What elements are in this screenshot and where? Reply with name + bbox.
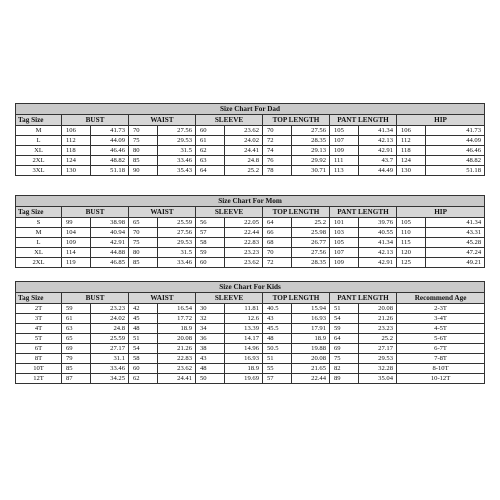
tag-size-cell: 3T: [16, 314, 62, 324]
measurement-cell: 16.93: [292, 314, 330, 324]
measurement-cell: 15.94: [292, 304, 330, 314]
measurement-cell: 25.2: [359, 334, 397, 344]
measurement-cell: 21.26: [359, 314, 397, 324]
measurement-cell: 51: [129, 334, 158, 344]
measurement-cell: 27.56: [292, 126, 330, 136]
measurement-cell: 59: [62, 304, 91, 314]
tag-size-cell: 8T: [16, 354, 62, 364]
tag-size-cell: XL: [16, 146, 62, 156]
recommend-age-cell: 6-7T: [397, 344, 485, 354]
measurement-cell: 25.59: [158, 218, 196, 228]
measurement-cell: 34: [196, 324, 225, 334]
measurement-cell: 107: [330, 136, 359, 146]
measurement-cell: 40.94: [91, 228, 129, 238]
measurement-cell: 43: [196, 354, 225, 364]
measurement-cell: 27.56: [158, 126, 196, 136]
measurement-cell: 60: [196, 258, 225, 268]
measurement-cell: 65: [62, 334, 91, 344]
size-chart-kids: [15, 281, 484, 384]
measurement-cell: 80: [129, 146, 158, 156]
table-header-row: [16, 293, 485, 304]
table-row: [16, 354, 485, 364]
measurement-cell: 50: [196, 374, 225, 384]
measurement-cell: 57: [196, 228, 225, 238]
measurement-cell: 33.46: [158, 156, 196, 166]
measurement-cell: 63: [196, 156, 225, 166]
measurement-cell: 64: [196, 166, 225, 176]
recommend-age-cell: 4-5T: [397, 324, 485, 334]
measurement-cell: 57: [263, 374, 292, 384]
measurement-cell: 75: [129, 136, 158, 146]
measurement-cell: 33.46: [158, 258, 196, 268]
table-title-row: [16, 104, 485, 115]
measurement-cell: 24.8: [225, 156, 263, 166]
measurement-cell: 23.23: [225, 248, 263, 258]
measurement-cell: 79: [62, 354, 91, 364]
measurement-cell: 19.88: [292, 344, 330, 354]
measurement-cell: 46.85: [91, 258, 129, 268]
tag-size-cell: 4T: [16, 324, 62, 334]
measurement-cell: 59: [196, 248, 225, 258]
column-header: TOP LENGTH: [263, 115, 330, 126]
tag-size-cell: L: [16, 238, 62, 248]
tag-size-cell: L: [16, 136, 62, 146]
measurement-cell: 43: [263, 314, 292, 324]
column-header: HIP: [397, 207, 485, 218]
table-row: [16, 314, 485, 324]
measurement-cell: 110: [397, 228, 426, 238]
table-row: [16, 136, 485, 146]
measurement-cell: 32: [196, 314, 225, 324]
measurement-cell: 16.93: [225, 354, 263, 364]
recommend-age-cell: 5-6T: [397, 334, 485, 344]
measurement-cell: 114: [62, 248, 91, 258]
measurement-cell: 26.77: [292, 238, 330, 248]
table-row: [16, 156, 485, 166]
table-header-row: [16, 207, 485, 218]
table-row: [16, 126, 485, 136]
measurement-cell: 16.54: [158, 304, 196, 314]
size-table: [15, 195, 485, 268]
measurement-cell: 60: [129, 364, 158, 374]
measurement-cell: 72: [263, 136, 292, 146]
size-chart-dad: [15, 103, 484, 176]
measurement-cell: 28.35: [292, 258, 330, 268]
measurement-cell: 14.96: [225, 344, 263, 354]
column-header: WAIST: [129, 293, 196, 304]
tag-size-header: Tag Size: [16, 115, 62, 126]
measurement-cell: 29.92: [292, 156, 330, 166]
measurement-cell: 85: [62, 364, 91, 374]
measurement-cell: 24.02: [225, 136, 263, 146]
recommend-age-cell: 2-3T: [397, 304, 485, 314]
measurement-cell: 35.04: [359, 374, 397, 384]
measurement-cell: 39.76: [359, 218, 397, 228]
measurement-cell: 61: [62, 314, 91, 324]
measurement-cell: 27.17: [91, 344, 129, 354]
measurement-cell: 120: [397, 248, 426, 258]
measurement-cell: 41.73: [426, 126, 485, 136]
recommend-age-cell: 7-8T: [397, 354, 485, 364]
column-header: Recommend Age: [397, 293, 485, 304]
tag-size-cell: 6T: [16, 344, 62, 354]
measurement-cell: 130: [397, 166, 426, 176]
measurement-cell: 18.9: [158, 324, 196, 334]
table-title: Size Chart For Kids: [16, 282, 485, 293]
column-header: SLEEVE: [196, 293, 263, 304]
measurement-cell: 103: [330, 228, 359, 238]
column-header: SLEEVE: [196, 207, 263, 218]
measurement-cell: 44.49: [359, 166, 397, 176]
measurement-cell: 44.09: [426, 136, 485, 146]
measurement-cell: 124: [62, 156, 91, 166]
tag-size-cell: 2T: [16, 304, 62, 314]
table-title-row: [16, 282, 485, 293]
measurement-cell: 101: [330, 218, 359, 228]
measurement-cell: 27.56: [158, 228, 196, 238]
column-header: TOP LENGTH: [263, 293, 330, 304]
measurement-cell: 25.2: [292, 218, 330, 228]
measurement-cell: 17.72: [158, 314, 196, 324]
measurement-cell: 24.8: [91, 324, 129, 334]
measurement-cell: 20.08: [158, 334, 196, 344]
measurement-cell: 109: [330, 146, 359, 156]
size-table: [15, 103, 485, 176]
measurement-cell: 41.34: [426, 218, 485, 228]
tag-size-cell: 10T: [16, 364, 62, 374]
measurement-cell: 27.56: [292, 248, 330, 258]
column-header: WAIST: [129, 207, 196, 218]
measurement-cell: 111: [330, 156, 359, 166]
table-row: [16, 228, 485, 238]
size-chart-mom: [15, 195, 484, 268]
measurement-cell: 18.9: [225, 364, 263, 374]
measurement-cell: 47.24: [426, 248, 485, 258]
measurement-cell: 48: [129, 324, 158, 334]
measurement-cell: 41.73: [91, 126, 129, 136]
measurement-cell: 18.9: [292, 334, 330, 344]
measurement-cell: 46.46: [426, 146, 485, 156]
table-title-row: [16, 196, 485, 207]
measurement-cell: 68: [263, 238, 292, 248]
measurement-cell: 34.25: [91, 374, 129, 384]
measurement-cell: 41.34: [359, 126, 397, 136]
measurement-cell: 70: [129, 126, 158, 136]
column-header: BUST: [62, 115, 129, 126]
measurement-cell: 29.13: [292, 146, 330, 156]
measurement-cell: 30: [196, 304, 225, 314]
measurement-cell: 118: [62, 146, 91, 156]
recommend-age-cell: 3-4T: [397, 314, 485, 324]
measurement-cell: 60: [196, 126, 225, 136]
table-row: [16, 374, 485, 384]
measurement-cell: 63: [62, 324, 91, 334]
measurement-cell: 90: [129, 166, 158, 176]
measurement-cell: 109: [62, 238, 91, 248]
column-header: BUST: [62, 293, 129, 304]
size-table: [15, 281, 485, 384]
table-row: [16, 258, 485, 268]
measurement-cell: 42.13: [359, 136, 397, 146]
measurement-cell: 118: [397, 146, 426, 156]
measurement-cell: 31.5: [158, 248, 196, 258]
measurement-cell: 40.55: [359, 228, 397, 238]
measurement-cell: 23.62: [225, 258, 263, 268]
column-header: BUST: [62, 207, 129, 218]
table-row: [16, 364, 485, 374]
measurement-cell: 54: [129, 344, 158, 354]
measurement-cell: 25.2: [225, 166, 263, 176]
tag-size-cell: M: [16, 228, 62, 238]
measurement-cell: 24.02: [91, 314, 129, 324]
measurement-cell: 21.26: [158, 344, 196, 354]
tag-size-cell: XL: [16, 248, 62, 258]
tag-size-cell: 12T: [16, 374, 62, 384]
measurement-cell: 105: [330, 238, 359, 248]
column-header: TOP LENGTH: [263, 207, 330, 218]
measurement-cell: 109: [330, 258, 359, 268]
measurement-cell: 54: [330, 314, 359, 324]
measurement-cell: 43.31: [426, 228, 485, 238]
measurement-cell: 130: [62, 166, 91, 176]
measurement-cell: 70: [129, 228, 158, 238]
measurement-cell: 13.39: [225, 324, 263, 334]
measurement-cell: 75: [330, 354, 359, 364]
measurement-cell: 64: [330, 334, 359, 344]
measurement-cell: 43.7: [359, 156, 397, 166]
measurement-cell: 106: [397, 126, 426, 136]
measurement-cell: 58: [196, 238, 225, 248]
table-row: [16, 218, 485, 228]
measurement-cell: 41.34: [359, 238, 397, 248]
measurement-cell: 20.08: [359, 304, 397, 314]
measurement-cell: 42: [129, 304, 158, 314]
table-row: [16, 166, 485, 176]
measurement-cell: 29.53: [158, 238, 196, 248]
measurement-cell: 42.91: [359, 258, 397, 268]
measurement-cell: 42.91: [359, 146, 397, 156]
measurement-cell: 82: [330, 364, 359, 374]
measurement-cell: 64: [263, 218, 292, 228]
measurement-cell: 11.81: [225, 304, 263, 314]
measurement-cell: 70: [263, 126, 292, 136]
measurement-cell: 28.35: [292, 136, 330, 146]
tag-size-cell: 2XL: [16, 156, 62, 166]
measurement-cell: 22.83: [158, 354, 196, 364]
measurement-cell: 45.5: [263, 324, 292, 334]
measurement-cell: 23.23: [91, 304, 129, 314]
tag-size-cell: M: [16, 126, 62, 136]
measurement-cell: 23.23: [359, 324, 397, 334]
measurement-cell: 24.41: [158, 374, 196, 384]
measurement-cell: 19.69: [225, 374, 263, 384]
measurement-cell: 29.53: [158, 136, 196, 146]
measurement-cell: 78: [263, 166, 292, 176]
measurement-cell: 62: [196, 146, 225, 156]
measurement-cell: 75: [129, 238, 158, 248]
measurement-cell: 45.28: [426, 238, 485, 248]
table-row: [16, 146, 485, 156]
measurement-cell: 17.91: [292, 324, 330, 334]
table-row: [16, 248, 485, 258]
measurement-cell: 107: [330, 248, 359, 258]
measurement-cell: 36: [196, 334, 225, 344]
measurement-cell: 87: [62, 374, 91, 384]
measurement-cell: 31.1: [91, 354, 129, 364]
measurement-cell: 12.6: [225, 314, 263, 324]
measurement-cell: 31.5: [158, 146, 196, 156]
table-title: Size Chart For Dad: [16, 104, 485, 115]
measurement-cell: 44.88: [91, 248, 129, 258]
measurement-cell: 59: [330, 324, 359, 334]
measurement-cell: 85: [129, 156, 158, 166]
measurement-cell: 32.28: [359, 364, 397, 374]
measurement-cell: 42.91: [91, 238, 129, 248]
measurement-cell: 44.09: [91, 136, 129, 146]
measurement-cell: 119: [62, 258, 91, 268]
measurement-cell: 49.21: [426, 258, 485, 268]
tag-size-cell: S: [16, 218, 62, 228]
measurement-cell: 115: [397, 238, 426, 248]
measurement-cell: 105: [397, 218, 426, 228]
table-title: Size Chart For Mom: [16, 196, 485, 207]
measurement-cell: 14.17: [225, 334, 263, 344]
measurement-cell: 112: [397, 136, 426, 146]
measurement-cell: 51: [330, 304, 359, 314]
measurement-cell: 27.17: [359, 344, 397, 354]
measurement-cell: 23.62: [225, 126, 263, 136]
measurement-cell: 70: [263, 248, 292, 258]
measurement-cell: 76: [263, 156, 292, 166]
measurement-cell: 25.98: [292, 228, 330, 238]
tag-size-header: Tag Size: [16, 207, 62, 218]
measurement-cell: 42.13: [359, 248, 397, 258]
measurement-cell: 89: [330, 374, 359, 384]
measurement-cell: 46.46: [91, 146, 129, 156]
measurement-cell: 50.5: [263, 344, 292, 354]
measurement-cell: 61: [196, 136, 225, 146]
measurement-cell: 106: [62, 126, 91, 136]
tag-size-cell: 5T: [16, 334, 62, 344]
measurement-cell: 69: [62, 344, 91, 354]
measurement-cell: 124: [397, 156, 426, 166]
column-header: SLEEVE: [196, 115, 263, 126]
measurement-cell: 72: [263, 258, 292, 268]
measurement-cell: 66: [263, 228, 292, 238]
measurement-cell: 80: [129, 248, 158, 258]
measurement-cell: 23.62: [158, 364, 196, 374]
measurement-cell: 48: [196, 364, 225, 374]
measurement-cell: 112: [62, 136, 91, 146]
recommend-age-cell: 10-12T: [397, 374, 485, 384]
measurement-cell: 105: [330, 126, 359, 136]
measurement-cell: 35.43: [158, 166, 196, 176]
column-header: HIP: [397, 115, 485, 126]
table-row: [16, 334, 485, 344]
tag-size-header: Tag Size: [16, 293, 62, 304]
measurement-cell: 38.98: [91, 218, 129, 228]
table-header-row: [16, 115, 485, 126]
measurement-cell: 22.83: [225, 238, 263, 248]
measurement-cell: 48.82: [426, 156, 485, 166]
measurement-cell: 29.53: [359, 354, 397, 364]
column-header: WAIST: [129, 115, 196, 126]
tag-size-cell: 3XL: [16, 166, 62, 176]
measurement-cell: 48: [263, 334, 292, 344]
measurement-cell: 65: [129, 218, 158, 228]
measurement-cell: 21.65: [292, 364, 330, 374]
measurement-cell: 30.71: [292, 166, 330, 176]
table-row: [16, 238, 485, 248]
measurement-cell: 51.18: [91, 166, 129, 176]
measurement-cell: 104: [62, 228, 91, 238]
measurement-cell: 58: [129, 354, 158, 364]
table-row: [16, 324, 485, 334]
measurement-cell: 20.08: [292, 354, 330, 364]
measurement-cell: 99: [62, 218, 91, 228]
measurement-cell: 22.05: [225, 218, 263, 228]
recommend-age-cell: 8-10T: [397, 364, 485, 374]
measurement-cell: 51.18: [426, 166, 485, 176]
measurement-cell: 25.59: [91, 334, 129, 344]
measurement-cell: 69: [330, 344, 359, 354]
measurement-cell: 55: [263, 364, 292, 374]
measurement-cell: 24.41: [225, 146, 263, 156]
measurement-cell: 38: [196, 344, 225, 354]
column-header: PANT LENGTH: [330, 115, 397, 126]
measurement-cell: 40.5: [263, 304, 292, 314]
column-header: PANT LENGTH: [330, 293, 397, 304]
measurement-cell: 62: [129, 374, 158, 384]
measurement-cell: 56: [196, 218, 225, 228]
measurement-cell: 22.44: [225, 228, 263, 238]
measurement-cell: 48.82: [91, 156, 129, 166]
measurement-cell: 51: [263, 354, 292, 364]
table-row: [16, 304, 485, 314]
measurement-cell: 33.46: [91, 364, 129, 374]
measurement-cell: 125: [397, 258, 426, 268]
column-header: PANT LENGTH: [330, 207, 397, 218]
measurement-cell: 22.44: [292, 374, 330, 384]
measurement-cell: 45: [129, 314, 158, 324]
table-row: [16, 344, 485, 354]
tag-size-cell: 2XL: [16, 258, 62, 268]
measurement-cell: 85: [129, 258, 158, 268]
measurement-cell: 113: [330, 166, 359, 176]
measurement-cell: 74: [263, 146, 292, 156]
